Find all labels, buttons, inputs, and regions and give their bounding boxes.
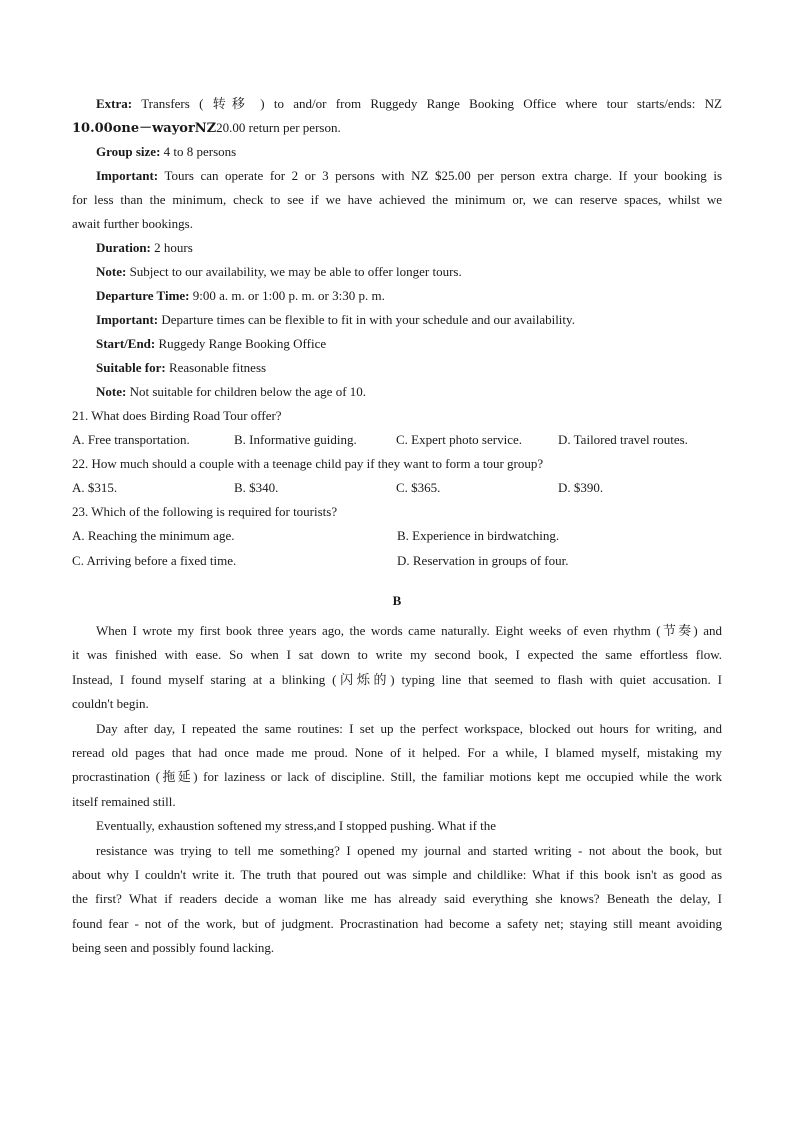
important-1-line-2: for less than the minimum, check to see if we have achieved the minimum or, we can reserve spaces, whilst we: [72, 192, 722, 207]
paragraph-2-line-3: procrastination (拖延) for laziness or lack of discipline. Still, the familiar motions kept me occupied while the work: [72, 769, 722, 785]
paragraph-1-line-3: Instead, I found myself staring at a blinking (闪烁的) typing line that seemed to flash with quiet accusation. I: [72, 671, 722, 687]
extra-text-2: 20.00 return per person.: [216, 120, 341, 135]
departure-line: [72, 284, 722, 308]
question-22-stem: 22. How much should a couple with a teenage child pay if they want to form a tour group?: [72, 456, 544, 471]
important-1-label: Important:: [96, 168, 159, 183]
start-end-line: [72, 332, 722, 356]
question-23-option-d: D. Reservation in groups of four.: [397, 552, 569, 568]
question-22-option-a: A. $315.: [72, 480, 118, 495]
document-page: [72, 92, 722, 960]
question-21-option-a: A. Free transportation.: [72, 432, 190, 447]
extra-text-1: Transfers ( 转移 ) to and/or from Ruggedy Range Booking Office where tour starts/ends: NZ: [141, 96, 722, 111]
duration-label: Duration:: [96, 240, 151, 255]
duration-line: [72, 236, 722, 260]
note-2-line: [72, 380, 722, 404]
question-22-option-b: B. $340.: [234, 480, 279, 495]
paragraph-4-line-2: about why I couldn't write it. The truth that poured out was simple and childlike: What if this book isn't as good as: [72, 866, 722, 882]
important-1-text-1: Tours can operate for 2 or 3 persons with NZ $25.00 per person extra charge. If your booking is: [164, 168, 722, 183]
question-23-option-a: A. Reaching the minimum age.: [72, 528, 235, 543]
important-1-line-3: await further bookings.: [72, 216, 193, 231]
paragraph-2-line-4: itself remained still.: [72, 793, 176, 809]
question-23-options-row-2: [72, 549, 722, 574]
note-1-label: Note:: [96, 264, 127, 279]
suitable-line: [72, 356, 722, 380]
important-2-label: Important:: [96, 312, 159, 327]
suitable-label: Suitable for:: [96, 360, 166, 375]
extra-line-1: [72, 92, 722, 116]
note-1-line: [72, 260, 722, 284]
question-23-options-row-1: [72, 524, 722, 549]
important-2-text: Departure times can be flexible to fit in with your schedule and our availability.: [161, 312, 575, 327]
question-22-option-c: C. $365.: [396, 480, 441, 495]
paragraph-4-line-4: found fear - not of the work, but of judgment. Procrastination had become a safety net; staying still meant avoiding: [72, 915, 722, 931]
departure-text: 9:00 a. m. or 1:00 p. m. or 3:30 p. m.: [192, 288, 385, 303]
paragraph-4-line-1: resistance was trying to tell me something? I opened my journal and started writing - not about the book, but: [96, 842, 722, 858]
group-size-line: [72, 140, 722, 164]
suitable-text: Reasonable fitness: [168, 360, 267, 375]
section-b-title: B: [392, 593, 402, 608]
note-2-text: Not suitable for children below the age of 10.: [129, 384, 367, 399]
note-1-text: Subject to our availability, we may be able to offer longer tours.: [129, 264, 462, 279]
extra-label: Extra:: [96, 96, 133, 111]
extra-line-2: [72, 116, 722, 140]
question-22-options: [72, 476, 722, 500]
paragraph-2-line-2: reread old pages that had once made me proud. None of it helped. For a while, I blamed myself, mistaking my: [72, 744, 722, 760]
question-23-stem: 23. Which of the following is required for tourists?: [72, 504, 338, 519]
start-end-label: Start/End:: [96, 336, 156, 351]
question-21-option-d: D. Tailored travel routes.: [558, 432, 688, 447]
departure-label: Departure Time:: [96, 288, 190, 303]
question-21-stem: 21. What does Birding Road Tour offer?: [72, 408, 282, 423]
important-2-line: [72, 308, 722, 332]
extra-price-formula: 10.00one－wayorNZ: [72, 121, 217, 136]
duration-text: 2 hours: [154, 240, 193, 255]
question-22-option-d: D. $390.: [558, 480, 604, 495]
paragraph-4-line-3: the first? What if readers decide a woman like me has already said everything she knows? Beneath the delay, I: [72, 891, 722, 907]
question-21-options: [72, 428, 722, 452]
paragraph-1-line-1: When I wrote my first book three years ago, the words came naturally. Eight weeks of even rhythm (节奏) and: [96, 623, 722, 638]
paragraph-4-line-5: being seen and possibly found lacking.: [72, 940, 275, 956]
question-23-option-c: C. Arriving before a fixed time.: [72, 552, 237, 568]
start-end-text: Ruggedy Range Booking Office: [158, 336, 327, 351]
paragraph-1-line-2: it was finished with ease. So when I sat down to write my second book, I expected the same effortless flow.: [72, 647, 722, 663]
group-size-label: Group size:: [96, 144, 161, 159]
note-2-label: Note:: [96, 384, 127, 399]
paragraph-3-line-1: Eventually, exhaustion softened my stress,and I stopped pushing. What if the: [96, 818, 497, 834]
group-size-text: 4 to 8 persons: [163, 144, 237, 159]
important-1-line-1: [72, 164, 722, 188]
question-21-option-b: B. Informative guiding.: [234, 432, 357, 447]
paragraph-2-line-1: Day after day, I repeated the same routines: I set up the perfect workspace, blocked out hours for writing, and: [96, 720, 722, 736]
paragraph-1-line-4: couldn't begin.: [72, 696, 149, 712]
question-21-option-c: C. Expert photo service.: [396, 432, 522, 447]
question-23-option-b: B. Experience in birdwatching.: [397, 528, 560, 543]
